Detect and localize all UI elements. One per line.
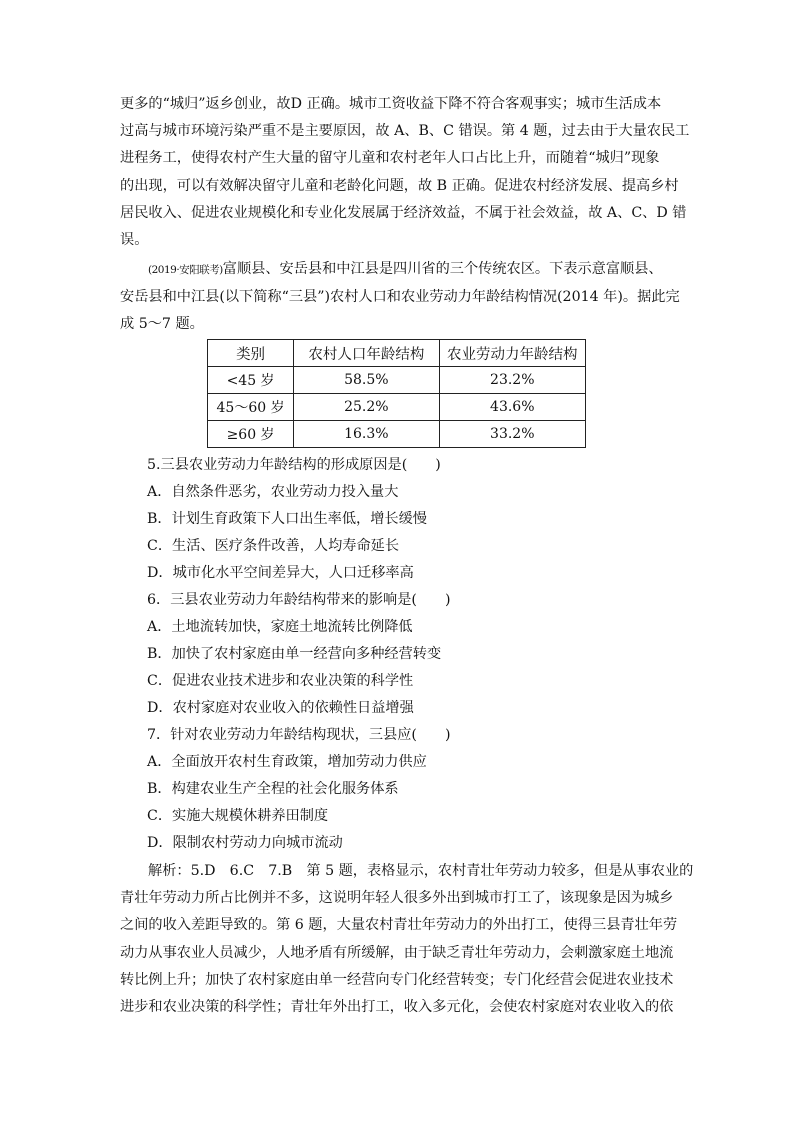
answer-line: 之间的收入差距导致的。第 6 题，大量农村青壮年劳动力的外出打工，使得三县青壮年劳 <box>120 917 678 934</box>
table-row <box>208 421 586 448</box>
question-close: ) <box>435 457 441 473</box>
table-cell: 16.3% <box>294 421 439 448</box>
intro-line: 更多的“城归”返乡创业，故D 正确。城市工资收益下降不符合客观事实；城市生活成本 <box>120 96 662 112</box>
question-text: 6．三县农业劳动力年龄结构带来的影响是( <box>147 592 417 608</box>
question-5-option-d: D．城市化水平空间差异大，人口迁移率高 <box>147 565 414 581</box>
material-text: 富顺县、安岳县和中江县是四川省的三个传统农区。下表示意富顺县、 <box>222 261 663 277</box>
material-line: 成 5～7 题。 <box>120 316 204 333</box>
table-header-cell: 农业劳动力年龄结构 <box>439 340 585 367</box>
material-line <box>120 256 676 284</box>
question-7-option-b: B．构建农业生产全程的社会化服务体系 <box>147 781 399 797</box>
table-row <box>208 394 586 421</box>
answer-line: 青壮年劳动力所占比例并不多，这说明年轻人很多外出到城市打工了，该现象是因为城乡 <box>120 890 674 907</box>
table-cell: 43.6% <box>439 394 585 421</box>
question-7-option-d: D．限制农村劳动力向城市流动 <box>147 835 343 851</box>
question-6-option-d: D．农村家庭对农业收入的依赖性日益增强 <box>147 700 414 716</box>
intro-line: 进程务工，使得农村产生大量的留守儿童和农村老年人口占比上升，而随着“城归”现象 <box>120 150 660 167</box>
material-source: (2019·安阳联考) <box>148 264 223 276</box>
question-5-stem <box>147 452 441 479</box>
question-text: 5.三县农业劳动力年龄结构的形成原因是( <box>147 457 408 473</box>
question-7-option-a: A．全面放开农村生育政策，增加劳动力供应 <box>147 754 427 770</box>
question-5-option-a: A．自然条件恶劣，农业劳动力投入量大 <box>147 484 399 500</box>
table-header-cell: 类别 <box>208 340 294 367</box>
table-header-cell: 农村人口年龄结构 <box>294 340 439 367</box>
table-cell: 58.5% <box>294 367 439 394</box>
material-line: 安岳县和中江县(以下简称“三县”)农村人口和农业劳动力年龄结构情况(2014 年)。据此完 <box>120 289 680 306</box>
answer-line: 转比例上升；加快了农村家庭由单一经营向专门化经营转变；专门化经营会促进农业技术 <box>120 971 674 988</box>
answer-line: 动力从事农业人员减少，人地矛盾有所缓解，由于缺乏青壮年劳动力，会刺激家庭土地流 <box>120 944 674 961</box>
answer-line: 进步和农业决策的科学性；青壮年外出打工，收入多元化，会使农村家庭对农业收入的依 <box>120 999 674 1016</box>
table-cell: ≥60 岁 <box>208 421 294 448</box>
intro-line: 居民收入、促进农业规模化和专业化发展属于经济效益，不属于社会效益，故 A、C、D 错 <box>120 204 687 221</box>
question-5-option-b: B．计划生育政策下人口出生率低，增长缓慢 <box>147 511 427 527</box>
answer-line: 解析：5.D 6.C 7.B 第 5 题，表格显示，农村青壮年劳动力较多，但是从事农业的 <box>148 863 694 879</box>
table-cell: 23.2% <box>439 367 585 394</box>
age-structure-table <box>207 339 586 448</box>
question-text: 7．针对农业劳动力年龄结构现状，三县应( <box>147 727 417 743</box>
intro-line: 过高与城市环境污染严重不是主要原因，故 A、B、C 错误。第 4 题，过去由于大量农民工 <box>120 123 690 140</box>
question-close: ) <box>444 592 451 608</box>
table-row <box>208 367 586 394</box>
table-cell: 33.2% <box>439 421 585 448</box>
question-7-stem <box>147 722 451 749</box>
intro-line: 误。 <box>120 232 149 249</box>
question-6-option-b: B．加快了农村家庭由单一经营向多种经营转变 <box>147 646 442 662</box>
intro-paragraph <box>120 91 690 254</box>
question-7-option-c: C．实施大规模休耕养田制度 <box>147 808 329 824</box>
table-cell: <45 岁 <box>208 367 294 394</box>
intro-line: 的出现，可以有效解决留守儿童和老龄化问题，故 B 正确。促进农村经济发展、提高乡村 <box>120 177 679 194</box>
answer-paragraph <box>120 858 694 1021</box>
question-6-stem <box>147 587 451 614</box>
table-cell: 25.2% <box>294 394 439 421</box>
question-close: ) <box>444 727 451 743</box>
question-6-option-c: C．促进农业技术进步和农业决策的科学性 <box>147 673 414 689</box>
table-cell: 45～60 岁 <box>208 394 294 421</box>
material-paragraph <box>120 256 680 339</box>
question-5-option-c: C．生活、医疗条件改善，人均寿命延长 <box>147 538 400 554</box>
question-6-option-a: A．土地流转加快，家庭土地流转比例降低 <box>147 619 413 635</box>
table-header-row <box>208 340 586 367</box>
